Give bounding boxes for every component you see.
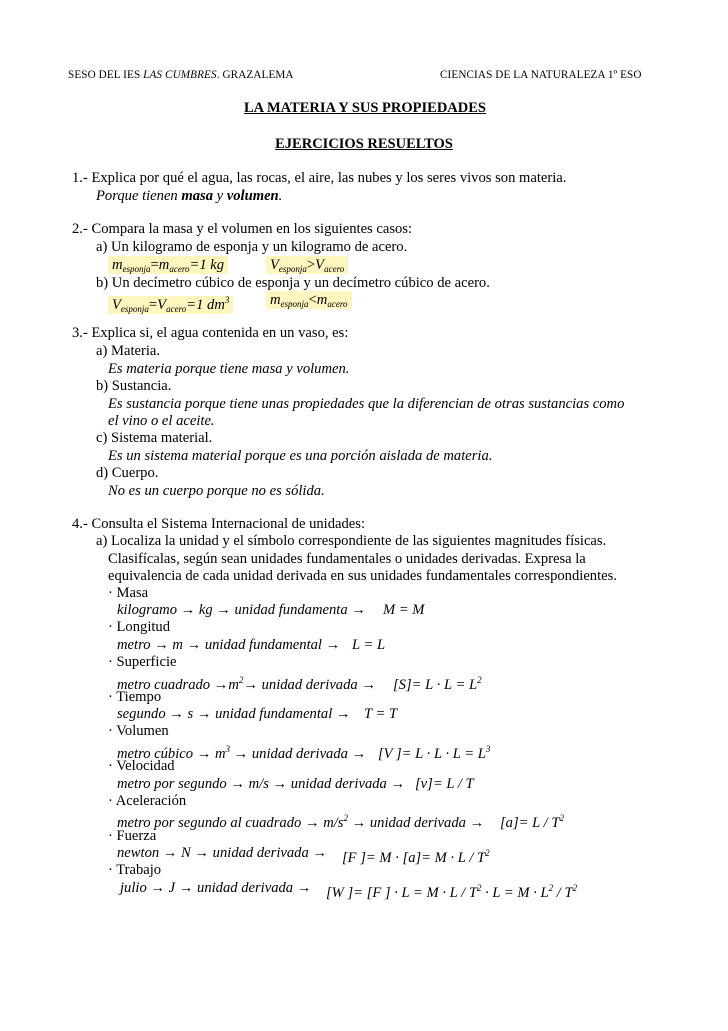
magnitude-equation: $[S]= L \cdot L = L^2$ [393,675,482,693]
magnitude-name: · Trabajo [108,862,162,878]
header-subject: CIENCIAS DE LA NATURALEZA 1º ESO [440,69,642,81]
q3-question: 3.- Explica si, el agua contenida en un vaso, es: [72,325,349,341]
q2-item-b: b) Un decímetro cúbico de esponja y un decímetro cúbico de acero. [96,275,490,291]
magnitude-unit: metro por segundo al cuadrado → $m/s^2$ → unidad derivada → [117,813,485,831]
magnitude-equation: [F ]= $M \cdot [a]= M \cdot L / T^2$ [342,848,490,866]
q3-answer-a: Es materia porque tiene masa y volumen. [108,361,350,377]
header-school: SESO DEL IES LAS CUMBRES. GRAZALEMA [68,69,294,81]
magnitude-unit: metro por segundo → m/s → unidad derivada → [117,776,406,792]
magnitude-name: · Aceleración [108,793,187,809]
q2-a-volume-equation: $V_{esponja}>V_{acero}$ [266,257,348,278]
q2-b-mass-equation: $m_{esponja}<m_{acero}$ [266,292,352,313]
document-title: LA MATERIA Y SUS PROPIEDADES [244,100,486,116]
magnitude-unit: kilogramo → kg → unidad fundamenta → [117,602,366,618]
q1-question: 1.- Explica por qué el agua, las rocas, el aire, las nubes y los seres vivos son materia. [72,170,567,186]
magnitude-name: · Masa [108,585,149,601]
q1-answer: Porque tienen masa y volumen. [96,188,283,204]
magnitude-name: · Fuerza [108,828,157,844]
q3-item-c: c) Sistema material. [96,430,213,446]
magnitude-unit: segundo → s → unidad fundamental → [117,706,351,722]
q3-item-d: d) Cuerpo. [96,465,159,481]
q4-item-a-line3: equivalencia de cada unidad derivada en sus unidades fundamentales correspondientes. [108,568,617,584]
magnitude-equation: L = L [352,637,386,653]
q3-answer-c: Es un sistema material porque es una porción aislada de materia. [108,448,493,464]
magnitude-name: · Longitud [108,619,171,635]
magnitude-name: · Tiempo [108,689,162,705]
magnitude-unit: metro cúbico → $m^3$ → unidad derivada → [117,744,367,762]
magnitude-unit: metro → m → unidad fundamental → [117,637,341,653]
magnitude-name: · Volumen [108,723,169,739]
q2-b-volume-equation: $V_{esponja}=V_{acero}=1$ $dm^3$ [108,292,233,318]
magnitude-equation: $[a]= L / T^2$ [500,813,564,831]
magnitude-unit: metro cuadrado $\to m^2\to$ unidad derivada → [117,675,376,693]
magnitude-equation: [v]= L / T [415,776,474,792]
magnitude-equation: [W ]= [F ] · $L = M \cdot L / T^2 \cdot L = M \cdot L^2 / T^2$ [326,883,578,901]
magnitude-equation: T = T [364,706,398,722]
document-subtitle: EJERCICIOS RESUELTOS [275,136,453,152]
magnitude-name: · Velocidad [108,758,175,774]
q4-item-a-line1: a) Localiza la unidad y el símbolo correspondiente de las siguientes magnitudes físicas. [96,533,607,549]
magnitude-unit: julio → J → unidad derivada → [120,880,312,896]
q4-item-a-line2: Clasifícalas, según sean unidades fundamentales o unidades derivadas. Expresa la [108,551,586,567]
q2-a-mass-equation: $m_{esponja}=m_{acero}=1$ kg [108,257,228,278]
magnitude-name: · Superficie [108,654,177,670]
q3-item-a: a) Materia. [96,343,161,359]
q3-answer-b-line1: Es sustancia porque tiene unas propiedades que la diferencian de otras sustancias como [108,396,625,412]
magnitude-equation: [V ]= $L \cdot L \cdot L = L^3$ [378,744,491,762]
magnitude-unit: newton → N → unidad derivada → [117,845,327,861]
q2-item-a: a) Un kilogramo de esponja y un kilogramo de acero. [96,239,408,255]
q3-item-b: b) Sustancia. [96,378,172,394]
q2-question: 2.- Compara la masa y el volumen en los siguientes casos: [72,221,413,237]
magnitude-equation: M = M [383,602,425,618]
q3-answer-d: No es un cuerpo porque no es sólida. [108,483,325,499]
q3-answer-b-line2: el vino o el aceite. [108,413,215,429]
q4-question: 4.- Consulta el Sistema Internacional de unidades: [72,516,366,532]
